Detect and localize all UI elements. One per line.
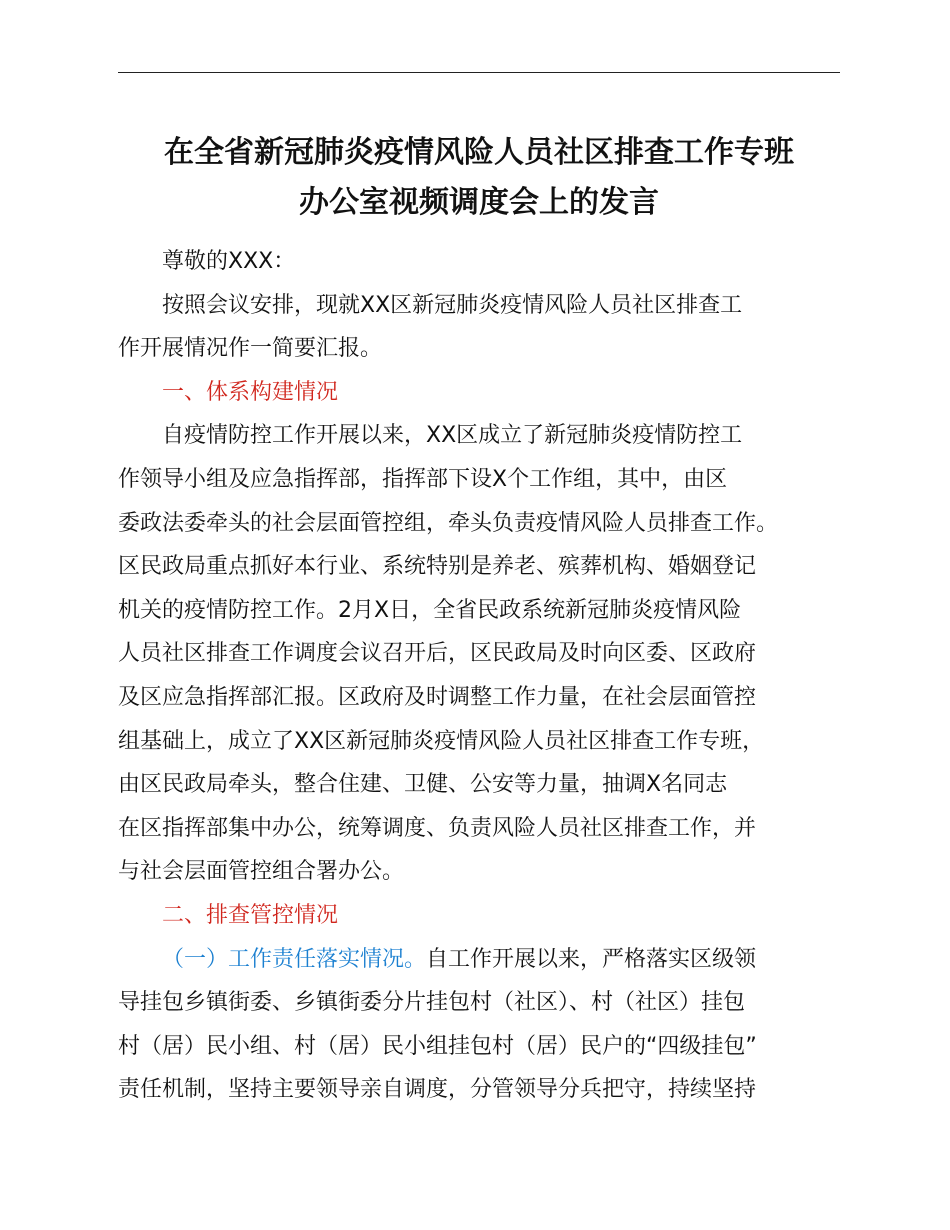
section-1-line: 及区应急指挥部汇报。区政府及时调整工作力量，在社会层面管控 xyxy=(118,684,757,710)
intro-line: 作开展情况作一简要汇报。 xyxy=(118,336,383,362)
subsection-1-line: 责任机制，坚持主要领导亲自调度，分管领导分兵把守，持续坚持 xyxy=(118,1077,757,1103)
subsection-1-first-line xyxy=(118,938,840,982)
section-1-line: 组基础上，成立了XX区新冠肺炎疫情风险人员社区排查工作专班， xyxy=(118,728,765,754)
section-1-line: 自疫情防控工作开展以来，XX区成立了新冠肺炎疫情防控工 xyxy=(162,423,743,449)
section-1-heading-text: 一、体系构建情况 xyxy=(162,379,339,405)
subsection-1-paragraph xyxy=(118,938,840,1112)
subsection-1-heading: （一）工作责任落实情况。 xyxy=(162,946,427,972)
subsection-1-first-line-rest: 自工作开展以来，严格落实区级领 xyxy=(426,946,757,972)
section-1-line: 委政法委牵头的社会层面管控组，牵头负责疫情风险人员排查工作。 xyxy=(118,510,779,536)
document-body xyxy=(118,128,840,1112)
section-2-heading xyxy=(118,894,840,938)
section-2-heading-text: 二、排查管控情况 xyxy=(162,902,339,928)
document-title xyxy=(118,128,840,228)
header-rule xyxy=(118,72,840,73)
subsection-1-line: 导挂包乡镇街委、乡镇街委分片挂包村（社区）、村（社区）挂包 xyxy=(118,990,746,1016)
section-1-line: 人员社区排查工作调度会议召开后，区民政局及时向区委、区政府 xyxy=(118,641,757,667)
section-1-paragraph xyxy=(118,414,840,894)
section-1-line: 由区民政局牵头，整合住建、卫健、公安等力量，抽调X名同志 xyxy=(118,772,728,798)
salutation-text: 尊敬的XXX： xyxy=(162,249,296,274)
intro-paragraph xyxy=(118,284,840,371)
section-1-line: 与社会层面管控组合署办公。 xyxy=(118,859,405,885)
section-1-heading xyxy=(118,371,840,415)
section-1-line: 在区指挥部集中办公，统筹调度、负责风险人员社区排查工作，并 xyxy=(118,815,757,841)
section-1-line: 作领导小组及应急指挥部，指挥部下设X个工作组，其中，由区 xyxy=(118,466,728,492)
section-1-line: 机关的疫情防控工作。2月X日，全省民政系统新冠肺炎疫情风险 xyxy=(118,597,742,623)
section-1-line: 区民政局重点抓好本行业、系统特别是养老、殡葬机构、婚姻登记 xyxy=(118,554,757,580)
title-line-2: 办公室视频调度会上的发言 xyxy=(299,185,659,220)
intro-line: 按照会议安排，现就XX区新冠肺炎疫情风险人员社区排查工 xyxy=(162,292,743,318)
subsection-1-line: 村（居）民小组、村（居）民小组挂包村（居）民户的“四级挂包” xyxy=(118,1033,757,1059)
title-line-1: 在全省新冠肺炎疫情风险人员社区排查工作专班 xyxy=(164,135,794,170)
salutation xyxy=(118,240,840,284)
